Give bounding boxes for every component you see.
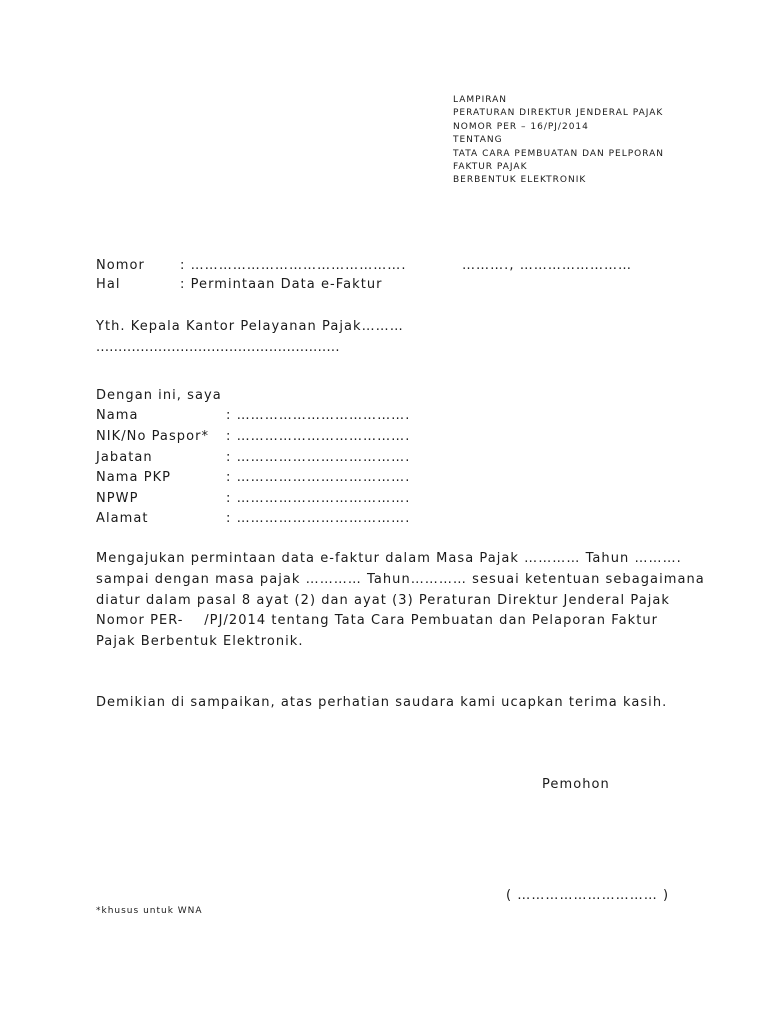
lampiran-block <box>453 94 664 188</box>
place-date: ………., …………………… <box>462 258 633 273</box>
nomor-label: Nomor <box>96 258 145 273</box>
nomor-value: : ………………………………………. <box>180 258 407 273</box>
hal-label: Hal <box>96 277 121 292</box>
paragraph-line: Pajak Berbentuk Elektronik. <box>96 634 304 649</box>
field-label-alamat: Alamat <box>96 511 149 526</box>
recipient-address-line: ....................................................... <box>96 340 340 355</box>
field-value-alamat: : ………………………………. <box>226 511 411 526</box>
field-value-nama-pkp: : ………………………………. <box>226 470 411 485</box>
lampiran-line: BERBENTUK ELEKTRONIK <box>453 175 587 186</box>
lampiran-line: TATA CARA PEMBUATAN DAN PELPORAN <box>453 148 665 159</box>
field-value-jabatan: : ………………………………. <box>226 450 411 465</box>
lampiran-line: TENTANG <box>453 135 503 146</box>
paragraph-line: Mengajukan permintaan data e-faktur dalam Masa Pajak ………… Tahun ………. <box>96 551 682 566</box>
footnote: *khusus untuk WNA <box>96 906 203 916</box>
paragraph-line: Nomor PER- /PJ/2014 tentang Tata Cara Pembuatan dan Pelaporan Faktur <box>96 613 659 628</box>
declaration-intro: Dengan ini, saya <box>96 388 222 403</box>
field-label-jabatan: Jabatan <box>96 450 153 465</box>
field-label-nama-pkp: Nama PKP <box>96 470 172 485</box>
lampiran-line: NOMOR PER – 16/PJ/2014 <box>453 121 589 132</box>
recipient-line: Yth. Kepala Kantor Pelayanan Pajak……… <box>96 319 404 334</box>
hal-value: : Permintaan Data e-Faktur <box>180 277 383 292</box>
lampiran-line: PERATURAN DIREKTUR JENDERAL PAJAK <box>453 108 664 119</box>
field-value-nama: : ………………………………. <box>226 408 411 423</box>
field-value-nik: : ………………………………. <box>226 429 411 444</box>
paragraph-line: sampai dengan masa pajak ………… Tahun………… sesuai ketentuan sebagaimana <box>96 572 705 587</box>
signature-label: Pemohon <box>542 777 610 792</box>
paragraph-line: diatur dalam pasal 8 ayat (2) dan ayat (3) Peraturan Direktur Jenderal Pajak <box>96 593 670 608</box>
field-label-npwp: NPWP <box>96 491 139 506</box>
signature-name-line: ( ………………………… ) <box>506 888 670 903</box>
closing-statement: Demikian di sampaikan, atas perhatian saudara kami ucapkan terima kasih. <box>96 695 668 710</box>
field-label-nik: NIK/No Paspor* <box>96 429 210 444</box>
field-value-npwp: : ………………………………. <box>226 491 411 506</box>
lampiran-line: LAMPIRAN <box>453 95 508 105</box>
field-label-nama: Nama <box>96 408 139 423</box>
lampiran-line: FAKTUR PAJAK <box>453 162 528 173</box>
